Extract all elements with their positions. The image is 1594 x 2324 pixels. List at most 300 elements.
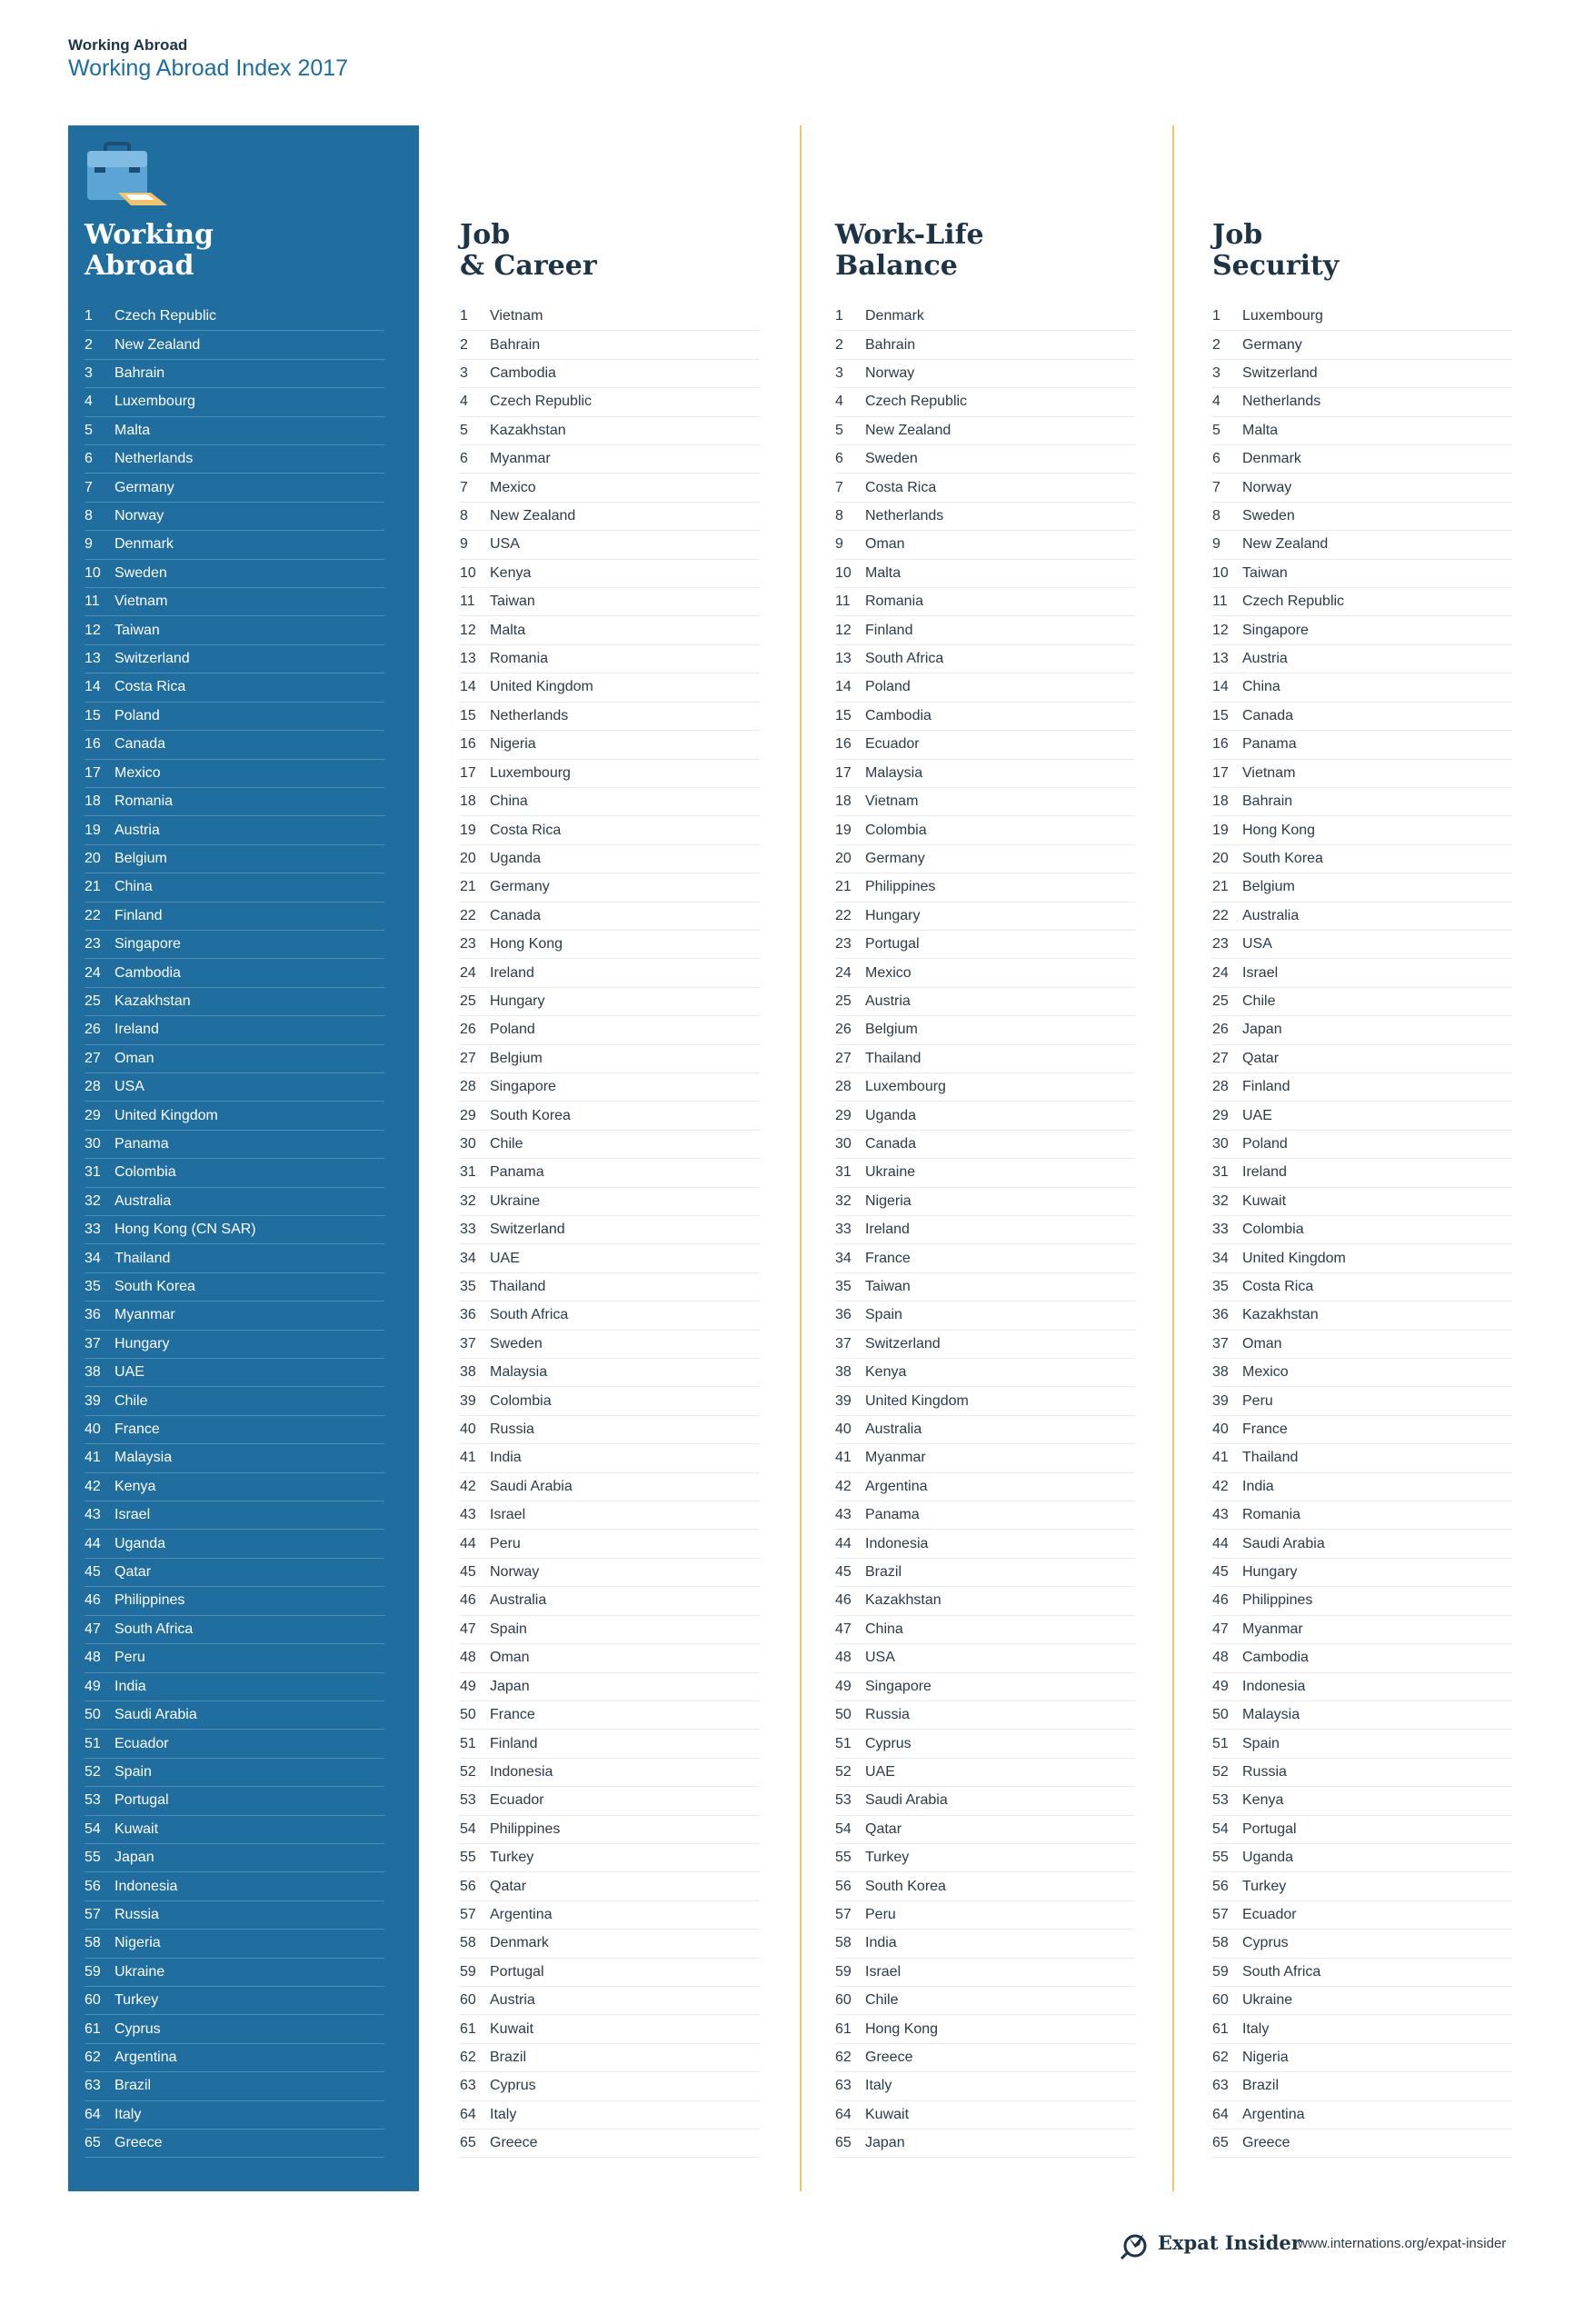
country-name: Cambodia: [115, 964, 181, 981]
ranking-row: [835, 673, 1135, 702]
country-name: Hungary: [865, 907, 921, 923]
ranking-row: [460, 1102, 760, 1130]
rank-number: 49: [460, 1678, 476, 1694]
rank-number: 24: [1212, 964, 1229, 981]
country-name: Malta: [490, 622, 526, 638]
rank-number: 54: [460, 1820, 476, 1837]
ranking-row: [460, 1587, 760, 1615]
rank-number: 53: [460, 1792, 476, 1809]
country-name: United Kingdom: [1242, 1250, 1346, 1266]
country-name: Saudi Arabia: [490, 1478, 573, 1494]
rank-number: 3: [835, 365, 843, 382]
ranking-row: [1212, 1273, 1512, 1302]
ranking-row: [835, 1501, 1135, 1530]
rank-number: 32: [835, 1192, 852, 1209]
country-name: Kazakhstan: [115, 992, 191, 1009]
rank-number: 26: [1212, 1022, 1229, 1038]
country-name: Cyprus: [115, 2020, 161, 2037]
country-name: Singapore: [115, 936, 181, 953]
ranking-row: [460, 2072, 760, 2100]
rank-number: 55: [85, 1850, 101, 1866]
country-name: Germany: [1242, 336, 1302, 353]
rank-number: 50: [85, 1707, 101, 1723]
country-name: Malaysia: [115, 1450, 173, 1466]
rank-number: 17: [835, 764, 852, 781]
ranking-row: [460, 645, 760, 673]
ranking-row: [835, 845, 1135, 873]
rank-number: 15: [460, 707, 476, 723]
rank-number: 21: [835, 879, 852, 895]
rank-number: 62: [460, 2049, 476, 2065]
country-name: Mexico: [490, 479, 536, 495]
rank-number: 5: [835, 422, 843, 438]
ranking-row: [1212, 360, 1512, 388]
rank-number: 37: [460, 1335, 476, 1352]
rank-number: 29: [85, 1107, 101, 1123]
rank-number: 40: [1212, 1421, 1229, 1438]
country-name: Russia: [490, 1421, 534, 1438]
ranking-row: [835, 645, 1135, 673]
rank-number: 3: [460, 365, 468, 382]
country-name: Denmark: [865, 308, 924, 324]
rank-number: 64: [460, 2106, 476, 2122]
ranking-row: [85, 1930, 384, 1958]
ranking-row: [1212, 1530, 1512, 1558]
country-name: Luxembourg: [115, 394, 195, 410]
ranking-row: [835, 1387, 1135, 1415]
ranking-row: [1212, 931, 1512, 959]
ranking-row: [835, 931, 1135, 959]
country-name: Saudi Arabia: [115, 1707, 197, 1723]
country-name: Peru: [1242, 1392, 1273, 1409]
country-name: Vietnam: [1242, 764, 1296, 781]
rank-number: 47: [85, 1621, 101, 1637]
country-name: Colombia: [115, 1164, 176, 1181]
country-name: Australia: [490, 1592, 547, 1609]
rank-number: 36: [85, 1307, 101, 1323]
rank-number: 1: [1212, 308, 1220, 324]
ranking-row: [85, 731, 384, 759]
rank-number: 32: [1212, 1192, 1229, 1209]
country-name: Brazil: [490, 2049, 527, 2065]
ranking-row: [460, 1216, 760, 1244]
country-name: Czech Republic: [865, 394, 968, 410]
ranking-row: [460, 1959, 760, 1987]
country-name: Qatar: [865, 1820, 902, 1837]
rank-number: 48: [1212, 1650, 1229, 1666]
country-name: Ukraine: [1242, 1992, 1293, 2009]
country-name: Germany: [115, 479, 174, 495]
ranking-row: [85, 331, 384, 359]
rank-number: 35: [85, 1279, 101, 1295]
country-name: Chile: [1242, 992, 1276, 1009]
country-name: Hungary: [1242, 1564, 1298, 1581]
ranking-row: [835, 903, 1135, 931]
ranking-row: [85, 417, 384, 445]
country-name: Kenya: [1242, 1792, 1284, 1809]
rank-number: 58: [835, 1935, 852, 1951]
ranking-row: [1212, 1045, 1512, 1073]
country-name: Colombia: [865, 822, 927, 838]
ranking-row: [835, 1188, 1135, 1216]
country-name: Peru: [865, 1906, 896, 1922]
country-name: Spain: [115, 1763, 152, 1780]
rank-number: 48: [85, 1650, 101, 1666]
ranking-row: [85, 2130, 384, 2158]
ranking-row: [1212, 445, 1512, 474]
country-name: Panama: [115, 1135, 169, 1152]
ranking-row: [460, 760, 760, 788]
country-name: Romania: [490, 651, 549, 667]
rank-number: 11: [835, 593, 851, 610]
rank-number: 7: [835, 479, 843, 495]
rank-number: 18: [1212, 793, 1229, 810]
ranking-row: [460, 1759, 760, 1787]
country-name: Chile: [490, 1135, 523, 1152]
rank-number: 54: [1212, 1820, 1229, 1837]
rank-number: 49: [1212, 1678, 1229, 1694]
footer-brand[interactable]: Expat Insider: [1158, 2231, 1301, 2254]
ranking-row: [835, 2015, 1135, 2043]
rank-number: 12: [835, 622, 852, 638]
ranking-row: [835, 1673, 1135, 1701]
ranking-row: [835, 1331, 1135, 1359]
rank-number: 58: [85, 1935, 101, 1951]
ranking-row: [460, 1045, 760, 1073]
rank-number: 12: [460, 622, 476, 638]
country-name: Argentina: [1242, 2106, 1305, 2122]
rank-number: 16: [1212, 736, 1229, 753]
country-name: Poland: [115, 707, 160, 723]
country-name: Singapore: [865, 1678, 931, 1694]
country-name: Bahrain: [1242, 793, 1293, 810]
ranking-row: [460, 616, 760, 644]
rank-number: 30: [1212, 1135, 1229, 1152]
rank-number: 48: [460, 1650, 476, 1666]
ranking-row: [460, 1444, 760, 1472]
ranking-row: [460, 1273, 760, 1302]
rank-number: 10: [835, 564, 852, 581]
country-name: Ukraine: [865, 1164, 916, 1181]
rank-number: 27: [85, 1050, 101, 1066]
ranking-row: [835, 1701, 1135, 1730]
ranking-row: [1212, 1244, 1512, 1272]
country-name: Sweden: [115, 564, 167, 581]
ranking-row: [85, 1102, 384, 1130]
country-name: Brazil: [115, 2078, 152, 2094]
country-name: Australia: [1242, 907, 1300, 923]
rank-number: 28: [1212, 1079, 1229, 1095]
country-name: Netherlands: [115, 451, 194, 467]
ranking-row: [85, 2015, 384, 2043]
rank-number: 14: [460, 679, 476, 695]
country-name: New Zealand: [115, 336, 201, 353]
ranking-row: [835, 1473, 1135, 1501]
rank-number: 61: [460, 2020, 476, 2037]
country-name: Thailand: [865, 1050, 922, 1066]
ranking-row: [85, 1302, 384, 1330]
country-name: Norway: [115, 508, 164, 524]
country-name: Hungary: [115, 1335, 170, 1352]
country-name: Denmark: [115, 536, 174, 553]
country-name: Hungary: [490, 992, 545, 1009]
rank-number: 30: [460, 1135, 476, 1152]
rank-number: 18: [460, 793, 476, 810]
rank-number: 38: [460, 1364, 476, 1381]
ranking-row: [835, 1444, 1135, 1472]
rank-number: 43: [1212, 1507, 1229, 1523]
rank-number: 45: [1212, 1564, 1229, 1581]
ranking-row: [835, 531, 1135, 559]
rank-number: 4: [460, 394, 468, 410]
country-name: Switzerland: [1242, 365, 1318, 382]
rank-number: 24: [460, 964, 476, 981]
country-name: Netherlands: [865, 508, 944, 524]
ranking-row: [1212, 1131, 1512, 1159]
country-name: Vietnam: [115, 593, 168, 610]
country-name: Ecuador: [490, 1792, 544, 1809]
column-heading: Work-Life Balance: [835, 219, 984, 282]
ranking-row: [1212, 1816, 1512, 1844]
country-name: Japan: [1242, 1022, 1282, 1038]
country-name: Denmark: [1242, 451, 1301, 467]
country-name: Chile: [865, 1992, 899, 2009]
country-name: Cambodia: [490, 365, 556, 382]
rank-number: 4: [835, 394, 843, 410]
ranking-row: [460, 331, 760, 359]
ranking-row: [835, 1816, 1135, 1844]
country-name: South Africa: [115, 1621, 194, 1637]
rank-number: 59: [1212, 1963, 1229, 1980]
ranking-row: [835, 417, 1135, 445]
ranking-row: [1212, 873, 1512, 902]
rank-number: 23: [835, 936, 852, 953]
ranking-row: [460, 1816, 760, 1844]
ranking-row: [1212, 303, 1512, 331]
ranking-row: [835, 1987, 1135, 2015]
ranking-row: [85, 503, 384, 531]
ranking-row: [85, 2072, 384, 2100]
country-name: Belgium: [115, 850, 167, 866]
ranking-row: [85, 1359, 384, 1387]
rank-number: 8: [1212, 508, 1220, 524]
country-name: France: [865, 1250, 911, 1266]
ranking-row: [1212, 673, 1512, 702]
ranking-row: [1212, 2101, 1512, 2130]
rank-number: 12: [1212, 622, 1229, 638]
ranking-row: [85, 1959, 384, 1987]
ranking-row: [85, 474, 384, 502]
country-name: Netherlands: [490, 707, 569, 723]
country-name: Ecuador: [115, 1735, 169, 1751]
rank-number: 54: [85, 1820, 101, 1837]
rank-number: 53: [835, 1792, 852, 1809]
ranking-row: [460, 1730, 760, 1758]
country-name: Finland: [1242, 1079, 1290, 1095]
rank-number: 31: [1212, 1164, 1229, 1181]
rank-number: 51: [835, 1735, 852, 1751]
country-name: Myanmar: [490, 451, 551, 467]
ranking-row: [835, 1045, 1135, 1073]
ranking-row: [835, 1073, 1135, 1102]
country-name: Oman: [490, 1650, 530, 1666]
ranking-row: [85, 1188, 384, 1216]
ranking-row: [460, 1987, 760, 2015]
rank-number: 15: [1212, 707, 1229, 723]
ranking-row: [460, 503, 760, 531]
ranking-row: [1212, 731, 1512, 759]
column-heading: Job Security: [1212, 219, 1340, 282]
country-name: USA: [490, 536, 520, 553]
country-name: Mexico: [865, 964, 912, 981]
country-name: Denmark: [490, 1935, 549, 1951]
ranking-row: [85, 445, 384, 474]
country-name: South Korea: [115, 1279, 195, 1295]
ranking-row: [1212, 2130, 1512, 2158]
ranking-row: [835, 616, 1135, 644]
ranking-row: [835, 873, 1135, 902]
ranking-row: [85, 1016, 384, 1044]
bird-logo-icon[interactable]: [1120, 2229, 1151, 2259]
country-name: Austria: [865, 992, 911, 1009]
ranking-row: [1212, 531, 1512, 559]
country-name: Malaysia: [865, 764, 923, 781]
rank-number: 65: [85, 2135, 101, 2151]
ranking-row: [835, 703, 1135, 731]
rank-number: 8: [835, 508, 843, 524]
ranking-row: [460, 1930, 760, 1958]
rank-number: 50: [460, 1707, 476, 1723]
ranking-row: [835, 1587, 1135, 1615]
ranking-row: [85, 2044, 384, 2072]
rank-number: 39: [460, 1392, 476, 1409]
rank-number: 13: [460, 651, 476, 667]
rank-number: 50: [835, 1707, 852, 1723]
country-name: Malta: [1242, 422, 1279, 438]
ranking-row: [85, 788, 384, 816]
rank-number: 42: [460, 1478, 476, 1494]
rank-number: 26: [835, 1022, 852, 1038]
ranking-row: [1212, 816, 1512, 844]
country-name: France: [115, 1421, 160, 1438]
country-name: Oman: [1242, 1335, 1282, 1352]
rank-number: 33: [835, 1222, 852, 1238]
ranking-row: [1212, 2015, 1512, 2043]
ranking-row: [460, 1416, 760, 1444]
country-name: Indonesia: [865, 1535, 929, 1551]
rank-number: 11: [460, 593, 475, 610]
rank-number: 38: [1212, 1364, 1229, 1381]
country-name: Luxembourg: [490, 764, 571, 781]
country-name: Kuwait: [115, 1820, 159, 1837]
country-name: New Zealand: [865, 422, 951, 438]
country-name: Italy: [1242, 2020, 1270, 2037]
ranking-row: [1212, 1216, 1512, 1244]
country-name: Japan: [490, 1678, 530, 1694]
rank-number: 2: [85, 336, 93, 353]
country-name: Austria: [1242, 651, 1288, 667]
ranking-row: [460, 816, 760, 844]
ranking-row: [460, 873, 760, 902]
ranking-row: [460, 1530, 760, 1558]
footer-url-link[interactable]: www.internations.org/expat-insider: [1298, 2236, 1507, 2251]
rank-number: 32: [460, 1192, 476, 1209]
rank-number: 43: [835, 1507, 852, 1523]
ranking-row: [1212, 1501, 1512, 1530]
rank-number: 63: [85, 2078, 101, 2094]
column-divider: [1172, 125, 1174, 2191]
country-name: Peru: [490, 1535, 521, 1551]
ranking-row: [1212, 1616, 1512, 1644]
ranking-row: [85, 1073, 384, 1102]
country-name: Cambodia: [1242, 1650, 1309, 1666]
rank-number: 16: [460, 736, 476, 753]
country-name: Czech Republic: [1242, 593, 1345, 610]
country-name: Oman: [115, 1050, 154, 1066]
country-name: Turkey: [1242, 1878, 1287, 1894]
ranking-row: [85, 1816, 384, 1844]
country-name: China: [865, 1621, 903, 1637]
country-name: Kuwait: [490, 2020, 534, 2037]
country-name: Panama: [490, 1164, 544, 1181]
ranking-row: [85, 1045, 384, 1073]
country-name: Nigeria: [115, 1935, 161, 1951]
rank-number: 52: [85, 1763, 101, 1780]
rank-number: 20: [460, 850, 476, 866]
ranking-row: [835, 560, 1135, 588]
rank-number: 3: [85, 365, 93, 382]
rank-number: 42: [85, 1478, 101, 1494]
country-name: Nigeria: [1242, 2049, 1289, 2065]
rank-number: 35: [1212, 1279, 1229, 1295]
ranking-row: [835, 1730, 1135, 1758]
rank-number: 27: [835, 1050, 852, 1066]
ranking-row: [460, 988, 760, 1016]
country-name: Taiwan: [1242, 564, 1288, 581]
country-name: Canada: [115, 736, 166, 753]
ranking-row: [460, 474, 760, 502]
country-name: Canada: [1242, 707, 1294, 723]
ranking-row: [1212, 1987, 1512, 2015]
ranking-row: [85, 1473, 384, 1501]
country-name: Philippines: [1242, 1592, 1313, 1609]
country-name: Spain: [1242, 1735, 1280, 1751]
country-name: United Kingdom: [490, 679, 593, 695]
rank-number: 61: [85, 2020, 101, 2037]
ranking-row: [85, 1387, 384, 1415]
rank-number: 42: [835, 1478, 852, 1494]
country-name: Portugal: [115, 1792, 169, 1809]
ranking-row: [460, 1701, 760, 1730]
ranking-row: [835, 360, 1135, 388]
rank-number: 10: [1212, 564, 1229, 581]
country-name: Vietnam: [865, 793, 919, 810]
ranking-row: [460, 1359, 760, 1387]
ranking-row: [1212, 331, 1512, 359]
country-name: Switzerland: [490, 1222, 565, 1238]
country-name: Austria: [115, 822, 160, 838]
ranking-row: [1212, 1644, 1512, 1672]
rank-number: 65: [1212, 2135, 1229, 2151]
country-name: Ukraine: [115, 1963, 165, 1980]
ranking-row: [835, 1131, 1135, 1159]
country-name: Bahrain: [490, 336, 541, 353]
ranking-row: [1212, 1444, 1512, 1472]
rank-number: 7: [1212, 479, 1220, 495]
rank-number: 15: [835, 707, 852, 723]
country-name: Japan: [865, 2135, 905, 2151]
rank-number: 22: [85, 907, 101, 923]
